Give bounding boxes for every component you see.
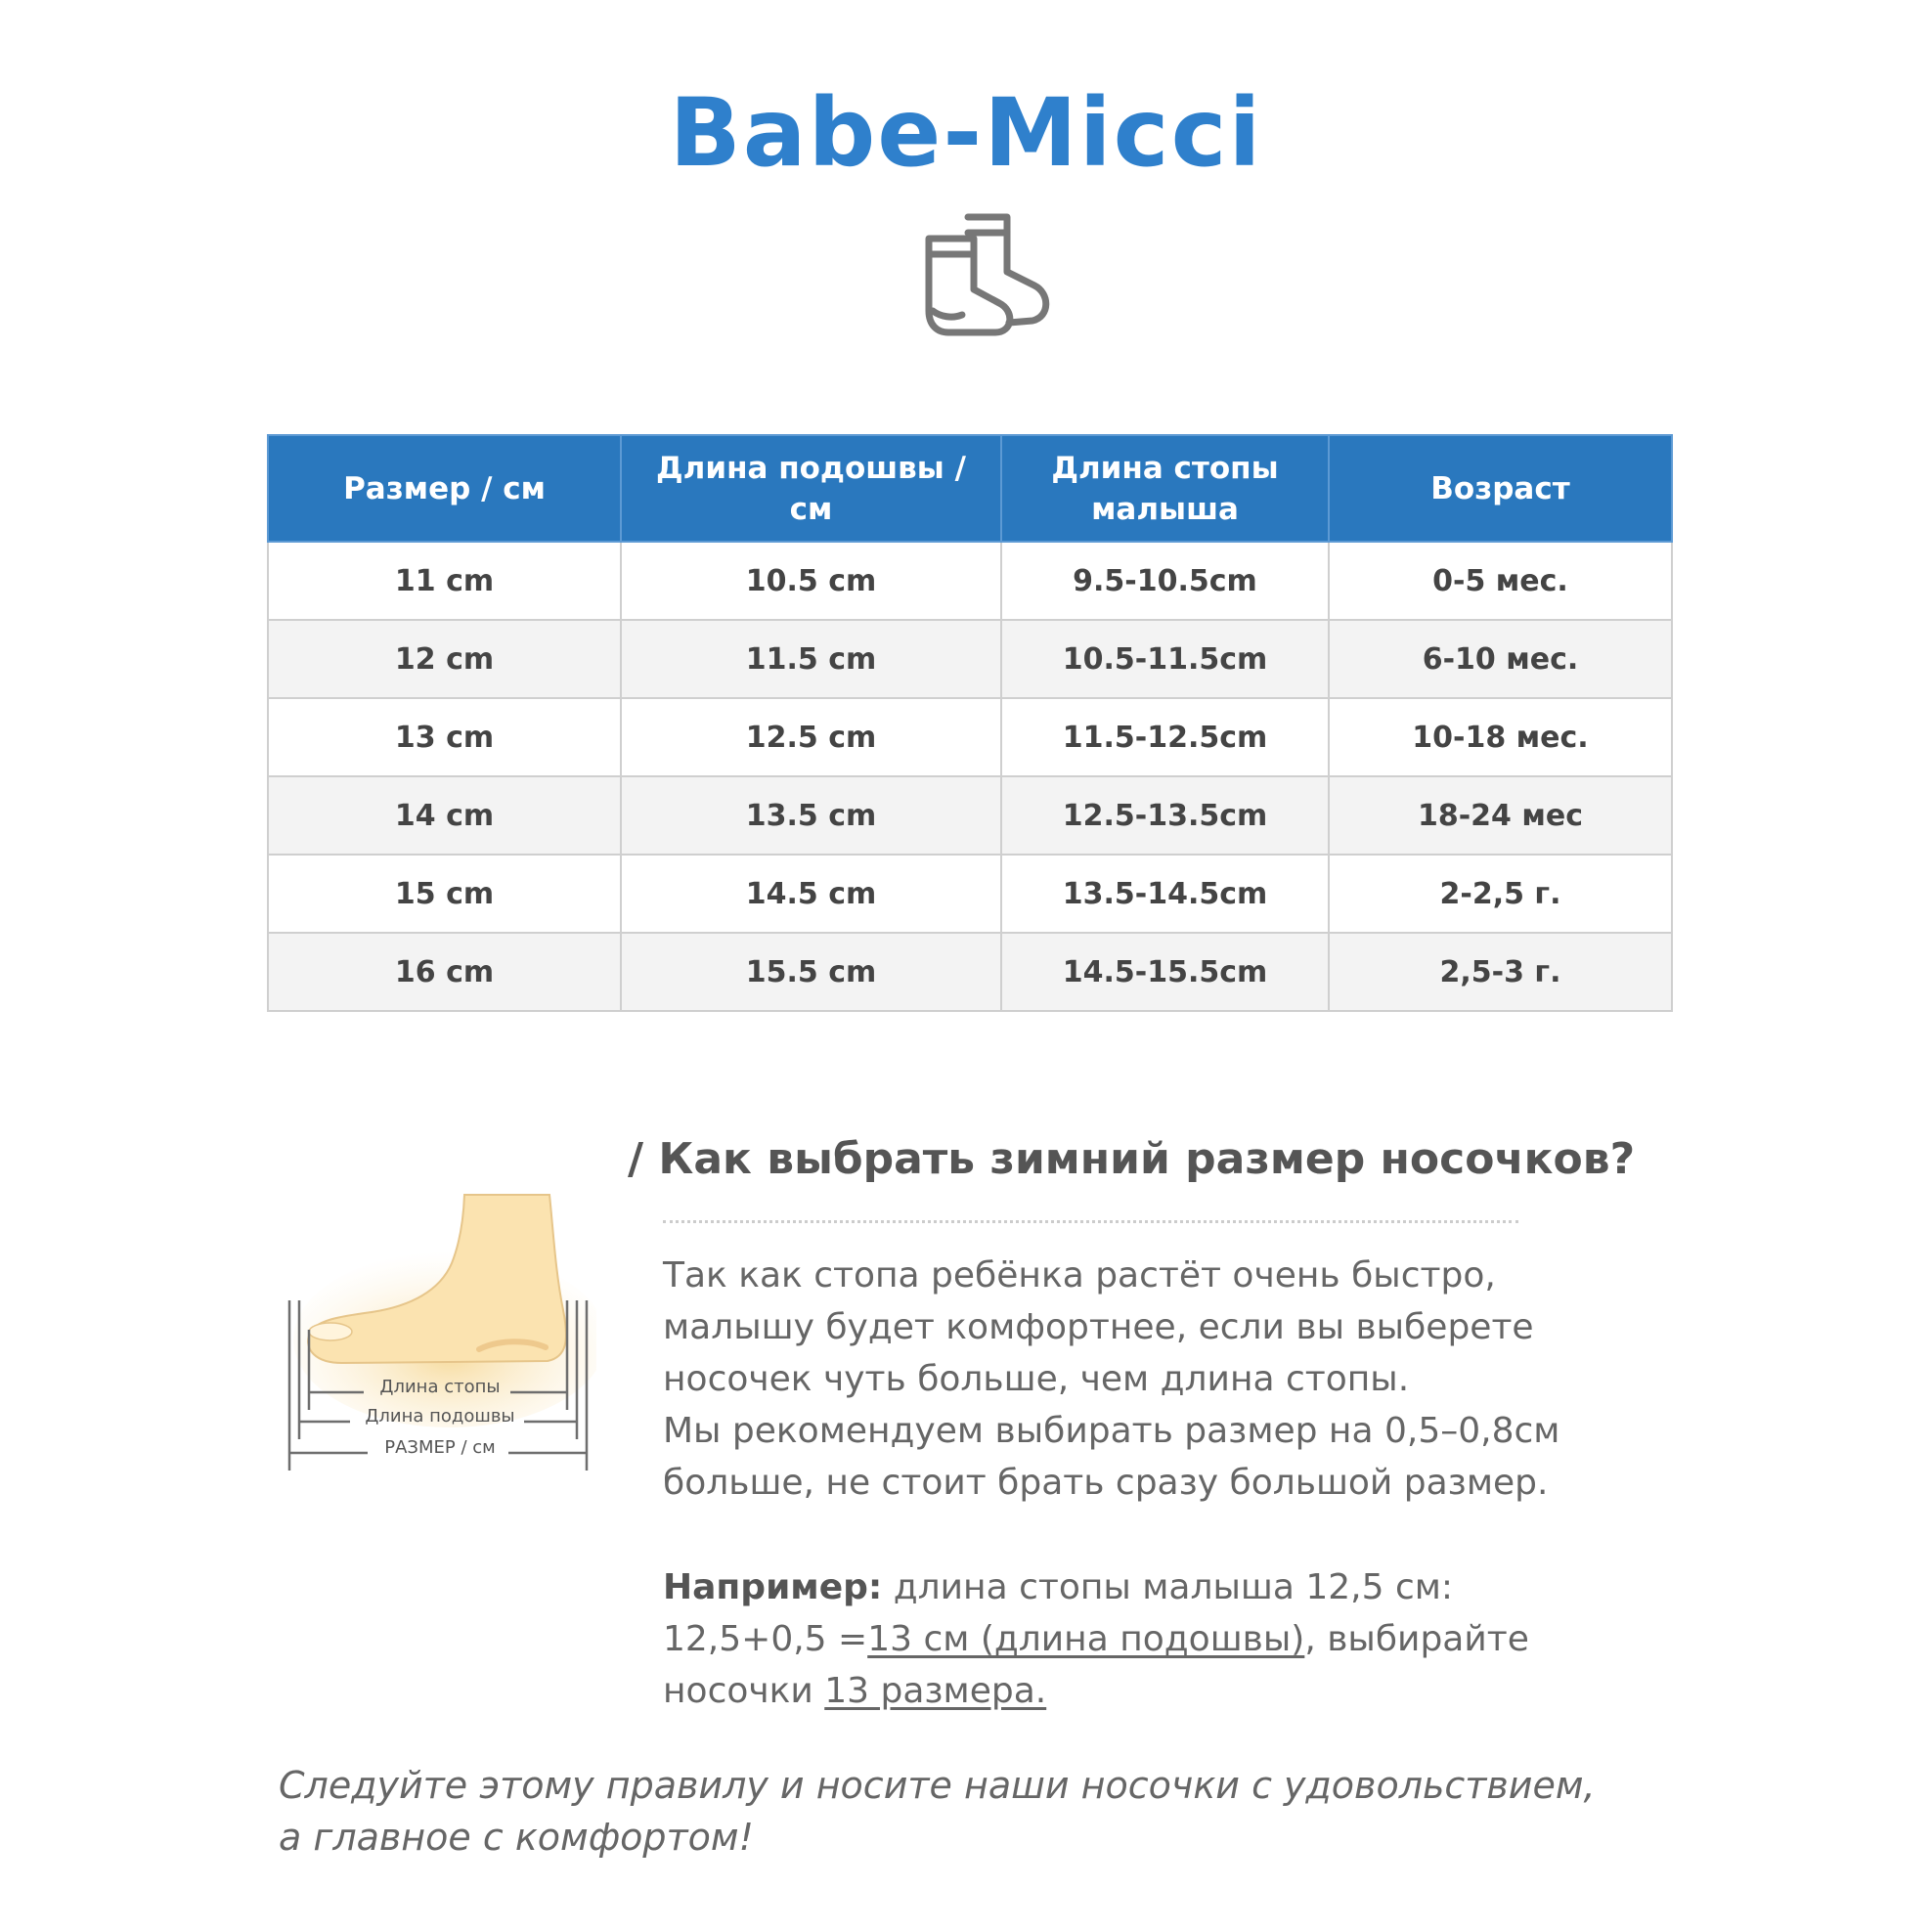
- cell-foot-length: 11.5-12.5cm: [1001, 698, 1329, 776]
- cell-size: 15 cm: [268, 855, 621, 933]
- cell-sole-length: 14.5 cm: [621, 855, 1001, 933]
- size-chart-table: [267, 434, 1673, 1012]
- example-line1-rest: длина стопы малыша 12,5 см:: [882, 1567, 1454, 1607]
- example-line-2: [663, 1613, 1885, 1665]
- table-header-row: [268, 435, 1672, 542]
- table-row: [268, 698, 1672, 776]
- table-row: [268, 776, 1672, 855]
- header-age: Возраст: [1329, 435, 1672, 542]
- howto-body-line: Мы рекомендуем выбирать размер на 0,5–0,8см: [663, 1411, 1560, 1451]
- cell-age: 6-10 мес.: [1329, 620, 1672, 698]
- header-foot-length: [1001, 435, 1329, 542]
- socks-icon: [919, 213, 1054, 336]
- cell-age: 10-18 мес.: [1329, 698, 1672, 776]
- example-sole-length-underlined: 13 см (длина подошвы): [867, 1619, 1305, 1659]
- table-row: [268, 933, 1672, 1011]
- example-line3-prefix: носочки: [663, 1671, 825, 1711]
- example-line-3: [663, 1665, 1885, 1717]
- howto-body: [663, 1250, 1885, 1509]
- cell-age: 18-24 мес: [1329, 776, 1672, 855]
- table-row: [268, 542, 1672, 620]
- cell-sole-length: 11.5 cm: [621, 620, 1001, 698]
- example-size-underlined: 13 размера.: [824, 1671, 1047, 1711]
- cell-size: 11 cm: [268, 542, 621, 620]
- brand-logo-text: Babe-Micci: [669, 78, 1263, 188]
- cell-sole-length: 10.5 cm: [621, 542, 1001, 620]
- howto-title: / Как выбрать зимний размер носочков?: [628, 1134, 1636, 1184]
- example-label: Например:: [663, 1567, 883, 1607]
- cell-age: 2-2,5 г.: [1329, 855, 1672, 933]
- dotted-divider: [663, 1220, 1518, 1223]
- footer-note: [279, 1760, 1892, 1864]
- cell-sole-length: 15.5 cm: [621, 933, 1001, 1011]
- cell-foot-length: 14.5-15.5cm: [1001, 933, 1329, 1011]
- cell-age: 0-5 мес.: [1329, 542, 1672, 620]
- howto-body-line: носочек чуть больше, чем длина стопы.: [663, 1359, 1410, 1399]
- cell-foot-length: 12.5-13.5cm: [1001, 776, 1329, 855]
- footer-line: Следуйте этому правилу и носите наши носочки с удовольствием,: [279, 1764, 1596, 1807]
- table-row: [268, 620, 1672, 698]
- table-row: [268, 855, 1672, 933]
- cell-foot-length: 13.5-14.5cm: [1001, 855, 1329, 933]
- howto-body-line: больше, не стоит брать сразу большой размер.: [663, 1463, 1549, 1503]
- example-line2-suffix: , выбирайте: [1304, 1619, 1529, 1659]
- illus-label-sole-length: Длина подошвы: [365, 1406, 515, 1427]
- header-foot-length-line1: Длина стопы: [1051, 450, 1279, 486]
- example-line2-prefix: 12,5+0,5 =: [663, 1619, 868, 1659]
- illus-label-size: РАЗМЕР / см: [384, 1437, 496, 1458]
- howto-body-line: малышу будет комфортнее, если вы выберете: [663, 1307, 1534, 1347]
- cell-foot-length: 9.5-10.5cm: [1001, 542, 1329, 620]
- header-sole-length: Длина подошвы / см: [621, 435, 1001, 542]
- cell-sole-length: 12.5 cm: [621, 698, 1001, 776]
- howto-body-line: Так как стопа ребёнка растёт очень быстро,: [663, 1255, 1496, 1295]
- header-foot-length-line2: малыша: [1091, 491, 1239, 527]
- cell-age: 2,5-3 г.: [1329, 933, 1672, 1011]
- cell-foot-length: 10.5-11.5cm: [1001, 620, 1329, 698]
- example-block: [663, 1561, 1885, 1717]
- header-size: Размер / см: [268, 435, 621, 542]
- cell-size: 12 cm: [268, 620, 621, 698]
- illus-label-foot-length: Длина стопы: [379, 1377, 501, 1397]
- cell-size: 13 cm: [268, 698, 621, 776]
- cell-sole-length: 13.5 cm: [621, 776, 1001, 855]
- example-line-1: [663, 1561, 1885, 1613]
- cell-size: 16 cm: [268, 933, 621, 1011]
- footer-line: а главное с комфортом!: [279, 1816, 754, 1859]
- cell-size: 14 cm: [268, 776, 621, 855]
